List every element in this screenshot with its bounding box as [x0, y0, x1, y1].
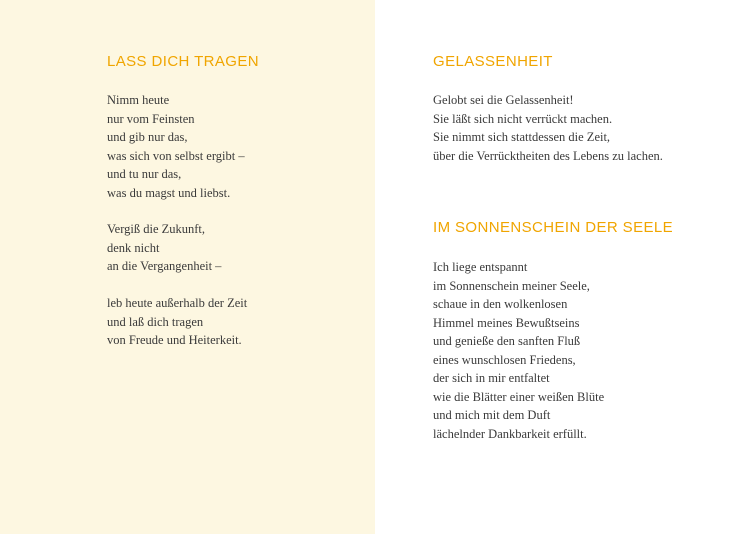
poem-line: denk nicht	[107, 240, 160, 255]
poem-line: der sich in mir entfaltet	[433, 371, 550, 385]
poem-line: Ich liege entspannt	[433, 260, 528, 274]
poem-stanza	[107, 220, 221, 276]
poem-line: was sich von selbst ergibt –	[107, 148, 245, 163]
poem-line: an die Vergangenheit –	[107, 259, 222, 273]
poem-line: Himmel meines Bewußtseins	[433, 315, 580, 330]
poem-line: was du magst und liebst.	[107, 185, 231, 200]
poem-title: LASS DICH TRAGEN	[107, 53, 259, 70]
poem-line: wie die Blätter einer weißen Blüte	[433, 389, 605, 404]
poem-line: von Freude und Heiterkeit.	[107, 333, 242, 347]
poem-stanza	[433, 91, 663, 165]
poem-line: und gib nur das,	[107, 130, 188, 144]
poem-line: und mich mit dem Duft	[433, 408, 551, 422]
poem-line: und tu nur das,	[107, 167, 182, 181]
poem-line: über die Verrücktheiten des Lebens zu lachen.	[433, 148, 663, 163]
poem-line: lächelnder Dankbarkeit erfüllt.	[433, 426, 587, 441]
poem-line: Sie läßt sich nicht verrückt machen.	[433, 111, 613, 126]
poem-line: schaue in den wolkenlosen	[433, 297, 568, 311]
poem-line: Sie nimmt sich stattdessen die Zeit,	[433, 130, 611, 144]
poem-stanza	[107, 294, 247, 350]
right-page	[375, 0, 750, 534]
poem-line: Gelobt sei die Gelassenheit!	[433, 93, 574, 107]
poem-line: im Sonnenschein meiner Seele,	[433, 278, 590, 293]
poem-stanza	[433, 258, 604, 443]
poem-title: GELASSENHEIT	[433, 53, 553, 70]
poem-title: IM SONNENSCHEIN DER SEELE	[433, 219, 674, 236]
poem-line: leb heute außerhalb der Zeit	[107, 296, 248, 310]
poem-line: nur vom Feinsten	[107, 111, 195, 126]
poem-line: und laß dich tragen	[107, 314, 204, 329]
poem-stanza	[107, 91, 245, 202]
poem-line: und genieße den sanften Fluß	[433, 334, 581, 348]
poem-line: Vergiß die Zukunft,	[107, 222, 206, 236]
poem-line: Nimm heute	[107, 93, 170, 107]
poem-line: eines wunschlosen Friedens,	[433, 352, 576, 367]
